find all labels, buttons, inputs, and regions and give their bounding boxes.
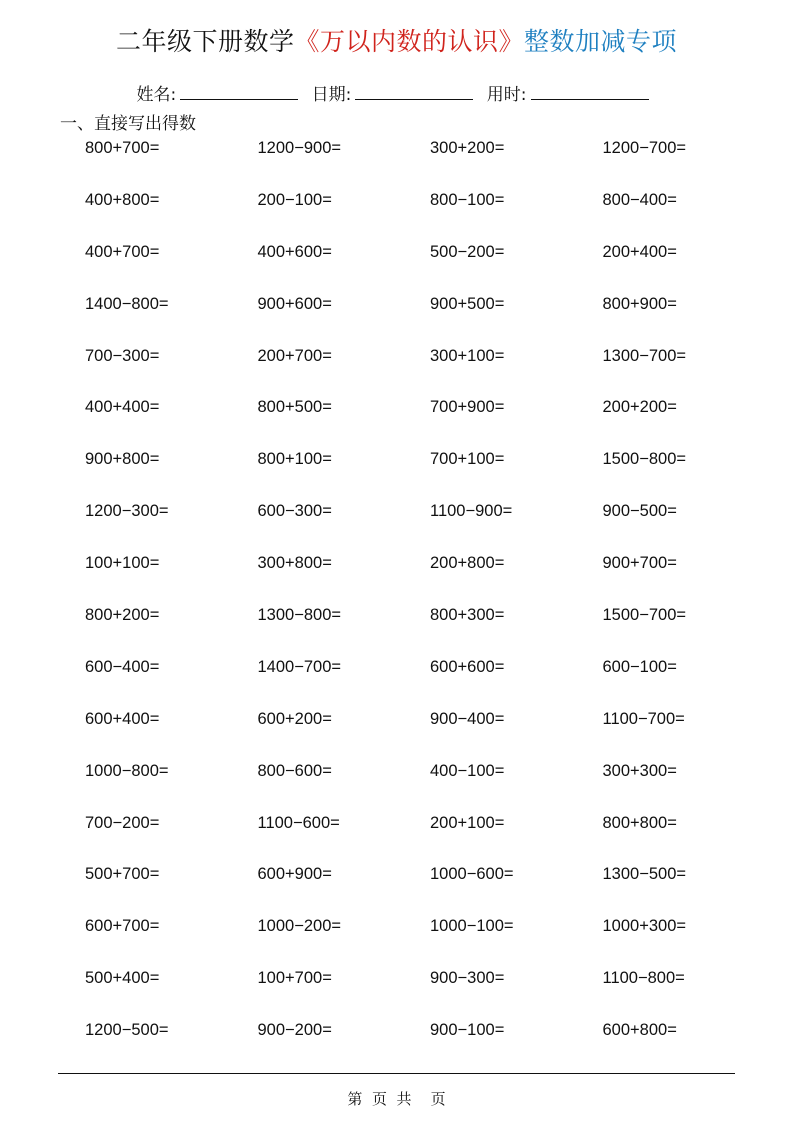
problem-item: 900+500=: [430, 294, 505, 313]
problem-item: 800−600=: [257, 761, 332, 780]
problem-item: 900−100=: [430, 1021, 505, 1040]
problem-item: 200−100=: [257, 190, 332, 209]
problem-item: 800+800=: [602, 813, 677, 832]
problem-grid: [85, 131, 775, 1065]
problem-item: 800+300=: [430, 606, 505, 625]
problem-item: 400+700=: [85, 242, 160, 261]
problem-item: 1200−900=: [257, 139, 342, 157]
problem-item: 1200−300=: [85, 502, 169, 521]
problem-item: 400+800=: [85, 190, 160, 209]
problem-item: 900−200=: [257, 1021, 332, 1040]
problem-item: 1500−700=: [602, 606, 687, 625]
problem-item: 500−200=: [430, 242, 505, 261]
problem-item: 900−300=: [430, 969, 505, 988]
problem-item: 200+800=: [430, 554, 505, 573]
problem-item: 900−400=: [430, 709, 505, 728]
problem-item: 500+700=: [85, 865, 160, 884]
problem-item: 200+100=: [430, 813, 505, 832]
problem-item: 800+100=: [257, 450, 332, 469]
problem-item: 1400−700=: [257, 657, 342, 676]
problem-item: 400+400=: [85, 398, 160, 417]
problem-item: 1200−500=: [85, 1021, 169, 1040]
problem-item: 600+200=: [257, 709, 332, 728]
problem-item: 1300−700=: [602, 346, 687, 365]
date-label: 日期:: [311, 85, 352, 105]
problem-item: 1300−800=: [257, 606, 342, 625]
worksheet-title: [0, 22, 793, 58]
problem-item: 1100−800=: [602, 969, 685, 988]
problem-item: 400−100=: [430, 761, 505, 780]
name-label: 姓名:: [136, 85, 177, 105]
problem-item: 1200−700=: [602, 139, 687, 157]
student-info-line: [0, 80, 793, 105]
problem-item: 500+400=: [85, 969, 160, 988]
problem-item: 800+900=: [602, 294, 677, 313]
problem-item: 800−100=: [430, 190, 505, 209]
title-topic: 整数加减专项: [524, 27, 678, 56]
problem-item: 300+800=: [257, 554, 332, 573]
problem-item: 800+500=: [257, 398, 332, 417]
problem-item: 900+600=: [257, 294, 332, 313]
problem-item: 300+200=: [430, 139, 505, 157]
problem-item: 100+700=: [257, 969, 332, 988]
title-unit: 《万以内数的认识》: [294, 27, 524, 56]
problem-item: 1500−800=: [602, 450, 687, 469]
problem-item: 600−300=: [257, 502, 332, 521]
problem-item: 300+300=: [602, 761, 677, 780]
problem-item: 800+700=: [85, 139, 160, 157]
problem-item: 1000−200=: [257, 917, 342, 936]
problem-item: 1400−800=: [85, 294, 169, 313]
problem-item: 700−200=: [85, 813, 160, 832]
problem-item: 200+200=: [602, 398, 677, 417]
problem-item: 600+400=: [85, 709, 160, 728]
problem-item: 700+900=: [430, 398, 505, 417]
page-footer: 第 页 共 页: [347, 1090, 446, 1108]
problem-item: 1000+300=: [602, 917, 687, 936]
problem-item: 600−400=: [85, 657, 160, 676]
time-blank[interactable]: [531, 85, 649, 100]
problem-item: 1000−100=: [430, 917, 514, 936]
problem-item: 1100−600=: [257, 813, 340, 832]
problem-item: 600−100=: [602, 657, 677, 676]
footer-divider: [58, 1073, 735, 1074]
problem-item: 1100−700=: [602, 709, 685, 728]
problem-item: 700+100=: [430, 450, 505, 469]
section-heading: 一、直接写出得数: [60, 114, 196, 134]
problem-item: 600+600=: [430, 657, 505, 676]
title-grade: 二年级下册数学: [115, 27, 295, 56]
problem-item: 700−300=: [85, 346, 160, 365]
problem-item: 600+900=: [257, 865, 332, 884]
problem-item: 100+100=: [85, 554, 160, 573]
problem-item: 900−500=: [602, 502, 677, 521]
problem-item: 900+800=: [85, 450, 160, 469]
date-blank[interactable]: [355, 85, 473, 100]
problem-item: 200+400=: [602, 242, 677, 261]
problem-item: 200+700=: [257, 346, 332, 365]
problem-item: 1100−900=: [430, 502, 513, 521]
time-label: 用时:: [486, 85, 527, 105]
name-blank[interactable]: [180, 85, 298, 100]
problem-item: 1000−600=: [430, 865, 514, 884]
problem-item: 400+600=: [257, 242, 332, 261]
problem-item: 800+200=: [85, 606, 160, 625]
problem-item: 300+100=: [430, 346, 505, 365]
problem-item: 800−400=: [602, 190, 677, 209]
problem-item: 900+700=: [602, 554, 677, 573]
problem-item: 1300−500=: [602, 865, 687, 884]
problem-item: 1000−800=: [85, 761, 169, 780]
problem-item: 600+700=: [85, 917, 160, 936]
problem-item: 600+800=: [602, 1021, 677, 1040]
